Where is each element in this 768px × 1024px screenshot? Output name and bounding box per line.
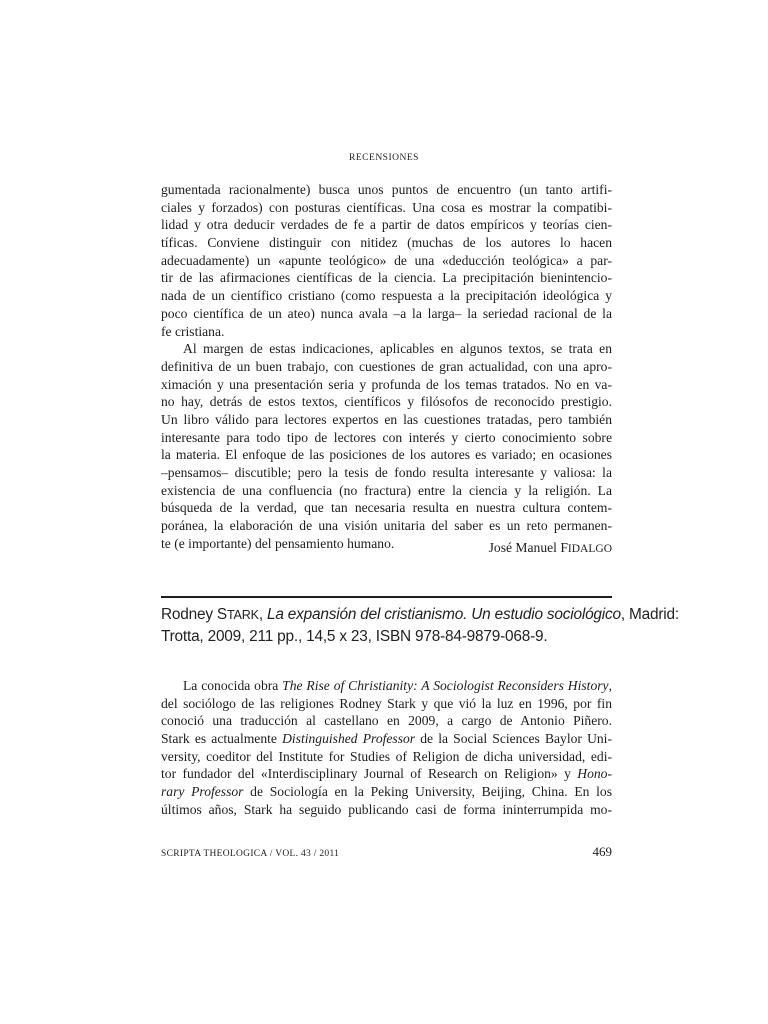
review2-line-8: últimos años, Stark ha seguido publicando casi de forma ininterrumpida mo- [161, 801, 612, 817]
review1-line: poránea, la elaboración de una visión unitaria del saber es un reto permanen- [161, 518, 612, 534]
book-author-first: Rodney S [161, 606, 227, 623]
review2-line-7: rary Professor de Sociología en la Peking University, Beijing, China. En los [161, 784, 612, 800]
book-reference-line-2: Trotta, 2009, 211 pp., 14,5 x 23, ISBN 978-84-9879-068-9. [161, 628, 548, 645]
review1-line: no hay, detrás de estos textos, científicos y filósofos de reconocido prestigio. [161, 394, 612, 410]
review2-line-2: del sociólogo de las religiones Rodney Stark y que vió la luz en 1996, por fin [161, 695, 612, 711]
book-place: , Madrid: [620, 606, 679, 623]
book-author-surname: TARK [227, 608, 259, 622]
book-ref-sep: , [258, 606, 268, 623]
section-divider [161, 596, 612, 598]
cited-book-title: The Rise of Christianity: A Sociologist Reconsiders History [282, 678, 609, 693]
review2-line-3: conoció una traducción al castellano en 2009, a cargo de Antonio Piñero. [161, 713, 612, 729]
review2-line-1: La conocida obra The Rise of Christianity: A Sociologist Reconsiders History, [183, 678, 612, 693]
review1-line: Un libro válido para lectores expertos en las cuestiones tratadas, pero también [161, 411, 612, 427]
review1-line: búsqueda de la verdad, que tan necesaria resulta en nuestra cultura contem- [161, 500, 612, 516]
review1-line: poco científica de un ateo) nunca avala –a la larga– la seriedad racional de la [161, 305, 612, 321]
review1-line: ximación y una presentación seria y profunda de los temas tratados. No en va- [161, 376, 612, 392]
review-text-end [161, 181, 612, 552]
reviewer-surname: IDALGO [567, 543, 612, 555]
review1-line: te (e importante) del pensamiento humano. [161, 535, 395, 551]
review1-line: tir de las afirmaciones científicas de la ciencia. La precipitación bienintencio- [161, 270, 612, 286]
review1-line: lidad y otra deducir verdades de fe a partir de datos empíricos y teorías cien- [161, 217, 612, 233]
review1-line: la materia. El enfoque de las posiciones de los autores es variado; en ocasiones [161, 447, 612, 463]
review1-line: ciales y forzados) con posturas científicas. Una cosa es mostrar la compatibi- [161, 199, 612, 215]
book-reference-line-1 [161, 604, 679, 626]
review1-line: existencia de una confluencia (no fractura) entre la ciencia y la religión. La [161, 482, 612, 498]
review1-line: definitiva de un buen trabajo, con cuestiones de gran actualidad, con una apro- [161, 358, 612, 374]
review1-line: Al margen de estas indicaciones, aplicables en algunos textos, se trata en [183, 341, 612, 357]
running-header: RECENSIONES [349, 153, 419, 163]
review1-line: –pensamos– discutible; pero la tesis de fondo resulta interesante y valiosa: la [161, 465, 612, 480]
review1-line: tíficas. Conviene distinguir con nitidez (muchas de los autores lo hacen [161, 235, 612, 251]
page-number: 469 [592, 844, 612, 859]
review1-line: gumentada racionalmente) busca unos puntos de encuentro (un tanto artifi- [161, 182, 612, 197]
book-title: La expansión del cristianismo. Un estudio sociológico [267, 606, 621, 623]
review1-line: adecuadamente) un «apunte teológico» de una «deducción teológica» a par- [161, 252, 612, 268]
review2-line-4: Stark es actualmente Distinguished Professor de la Social Sciences Baylor Uni- [161, 731, 612, 747]
book-reference [161, 604, 679, 647]
review1-line: interesante para todo tipo de lectores con interés y cierto conocimiento sobre [161, 429, 612, 445]
review1-line: nada de un científico cristiano (como respuesta a la precipitación ideológica y [161, 288, 612, 304]
reviewer-signature [489, 540, 612, 556]
review2-line-5: versity, coeditor del Institute for Studies of Religion de dicha universidad, edi- [161, 748, 612, 764]
review2-line-6: tor fundador del «Interdisciplinary Journal of Research on Religion» y Hono- [161, 766, 612, 782]
reviewer-name: José Manuel F [488, 540, 568, 555]
journal-footer: SCRIPTA THEOLOGICA / VOL. 43 / 2011 [161, 849, 340, 859]
review-text-start [161, 677, 612, 819]
review1-line: fe cristiana. [161, 323, 225, 339]
